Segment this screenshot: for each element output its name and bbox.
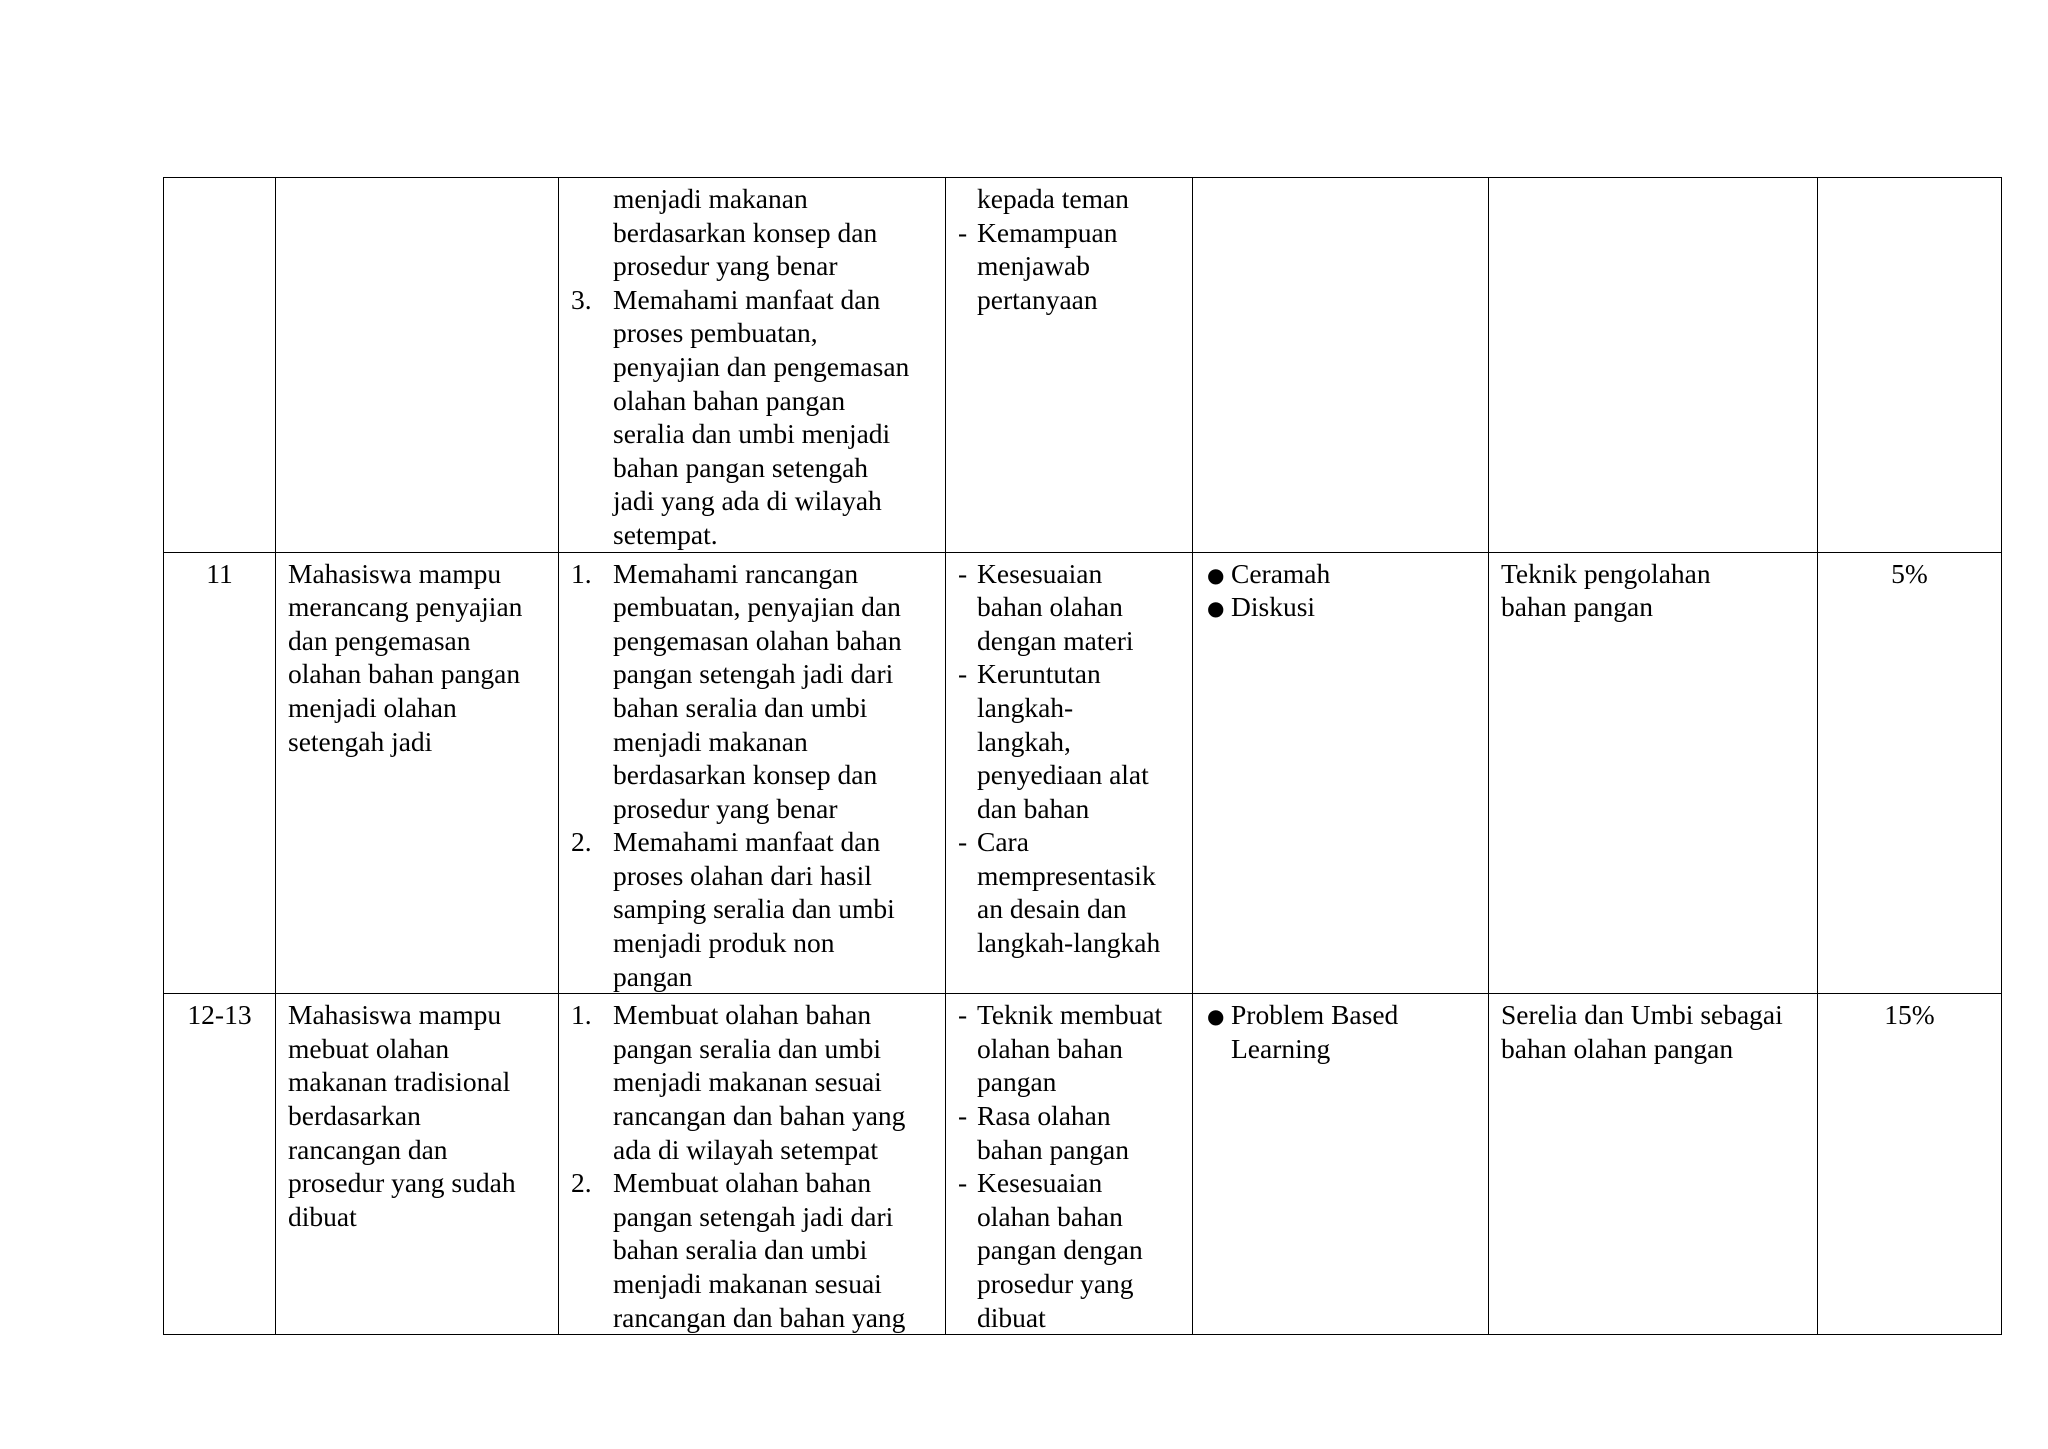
indicators-cell xyxy=(559,178,946,553)
indicator-item xyxy=(571,283,933,552)
indicator-list xyxy=(571,998,933,1334)
method-text: Ceramah xyxy=(1231,557,1331,589)
material-text: Teknik pengolahan bahan pangan xyxy=(1501,557,1711,623)
criteria-item xyxy=(958,557,1180,658)
criteria-dash: - xyxy=(958,557,968,589)
criteria-dash: - xyxy=(958,999,968,1031)
indicator-text: Membuat olahan bahan pangan seralia dan umbi menjadi makanan sesuai rancangan dan bahan yang ada di wilayah setempat xyxy=(613,999,906,1165)
course-plan-table xyxy=(163,177,2002,1335)
table-row xyxy=(164,994,2002,1335)
competency-cell xyxy=(276,994,559,1335)
indicator-text: Memahami manfaat dan proses olahan dari hasil samping seralia dan umbi menjadi produk non pangan xyxy=(613,826,895,992)
criteria-item xyxy=(958,825,1180,959)
material-cell xyxy=(1489,994,1818,1335)
method-text: Diskusi xyxy=(1231,591,1316,623)
criteria-dash: - xyxy=(958,1167,968,1199)
criteria-list xyxy=(958,557,1180,960)
method-list xyxy=(1205,557,1476,624)
criteria-item xyxy=(958,216,1180,317)
indicator-list xyxy=(571,557,933,994)
method-text: Problem Based Learning xyxy=(1231,999,1399,1064)
indicator-text: Membuat olahan bahan pangan setengah jadi dari bahan seralia dan umbi menjadi makanan sesuai rancangan dan bahan yang xyxy=(613,1167,906,1333)
indicator-item xyxy=(571,998,933,1166)
indicator-number: 3. xyxy=(571,283,592,315)
table-row xyxy=(164,178,2002,553)
table-row xyxy=(164,552,2002,994)
indicator-text: Memahami manfaat dan proses pembuatan, penyajian dan pengemasan olahan bahan pangan seralia dan umbi menjadi bahan pangan setengah jadi yang ada di wilayah setempat. xyxy=(613,283,910,550)
indicators-cell xyxy=(559,994,946,1335)
criteria-text: Kemampuan menjawab pertanyaan xyxy=(977,216,1118,315)
competency-cell xyxy=(276,178,559,553)
method-list xyxy=(1205,998,1476,1065)
criteria-dash: - xyxy=(958,826,968,858)
criteria-text: Cara mempresentasik an desain dan langkah-langkah xyxy=(977,826,1161,959)
indicator-text: menjadi makanan berdasarkan konsep dan prosedur yang benar xyxy=(613,183,878,282)
indicator-number: 2. xyxy=(571,826,592,858)
competency-cell xyxy=(276,552,559,994)
criteria-text: Kesesuaian bahan olahan dengan materi xyxy=(977,557,1134,656)
competency-text: Mahasiswa mampu merancang penyajian dan pengemasan olahan bahan pangan menjadi olahan setengah jadi xyxy=(288,557,523,757)
criteria-item xyxy=(958,1099,1180,1166)
criteria-text: Teknik membuat olahan bahan pangan xyxy=(977,999,1163,1098)
criteria-text: Kesesuaian olahan bahan pangan dengan prosedur yang dibuat xyxy=(977,1167,1143,1333)
meeting-cell: 11 xyxy=(164,552,276,994)
indicator-number: 2. xyxy=(571,1167,592,1199)
criteria-list xyxy=(958,182,1180,316)
methods-cell xyxy=(1193,994,1489,1335)
bullet-icon: ● xyxy=(1207,562,1225,587)
indicator-list xyxy=(571,182,933,552)
indicator-item xyxy=(571,557,933,826)
method-item xyxy=(1205,557,1476,591)
competency-text: Mahasiswa mampu mebuat olahan makanan tradisional berdasarkan rancangan dan prosedur yang sudah dibuat xyxy=(288,999,516,1232)
methods-cell xyxy=(1193,552,1489,994)
weight-cell xyxy=(1818,178,2002,553)
criteria-item xyxy=(958,182,1180,216)
indicator-number: 1. xyxy=(571,557,592,589)
meeting-cell: 12-13 xyxy=(164,994,276,1335)
weight-cell: 5% xyxy=(1818,552,2002,994)
criteria-cell xyxy=(946,994,1193,1335)
indicator-number: 1. xyxy=(571,999,592,1031)
method-item xyxy=(1205,998,1476,1065)
criteria-list xyxy=(958,998,1180,1334)
criteria-dash: - xyxy=(958,216,968,248)
indicator-item xyxy=(571,825,933,993)
criteria-item xyxy=(958,998,1180,1099)
criteria-dash: - xyxy=(958,1100,968,1132)
criteria-text: Keruntutan langkah- langkah, penyediaan alat dan bahan xyxy=(977,658,1149,824)
method-item xyxy=(1205,590,1476,624)
weight-cell: 15% xyxy=(1818,994,2002,1335)
criteria-cell xyxy=(946,552,1193,994)
indicator-text: Memahami rancangan pembuatan, penyajian dan pengemasan olahan bahan pangan setengah jadi dari bahan seralia dan umbi menjadi makanan berdasarkan konsep dan prosedur yang benar xyxy=(613,557,902,824)
methods-cell xyxy=(1193,178,1489,553)
indicator-item xyxy=(571,182,933,283)
criteria-text: kepada teman xyxy=(977,183,1129,214)
criteria-item xyxy=(958,657,1180,825)
indicators-cell xyxy=(559,552,946,994)
bullet-icon: ● xyxy=(1207,596,1225,621)
criteria-item xyxy=(958,1166,1180,1334)
criteria-dash: - xyxy=(958,658,968,690)
material-cell xyxy=(1489,552,1818,994)
meeting-cell xyxy=(164,178,276,553)
bullet-icon: ● xyxy=(1207,1004,1225,1029)
criteria-text: Rasa olahan bahan pangan xyxy=(977,1100,1129,1165)
indicator-item xyxy=(571,1166,933,1334)
criteria-cell xyxy=(946,178,1193,553)
material-text: Serelia dan Umbi sebagai bahan olahan pangan xyxy=(1501,999,1783,1064)
material-cell xyxy=(1489,178,1818,553)
